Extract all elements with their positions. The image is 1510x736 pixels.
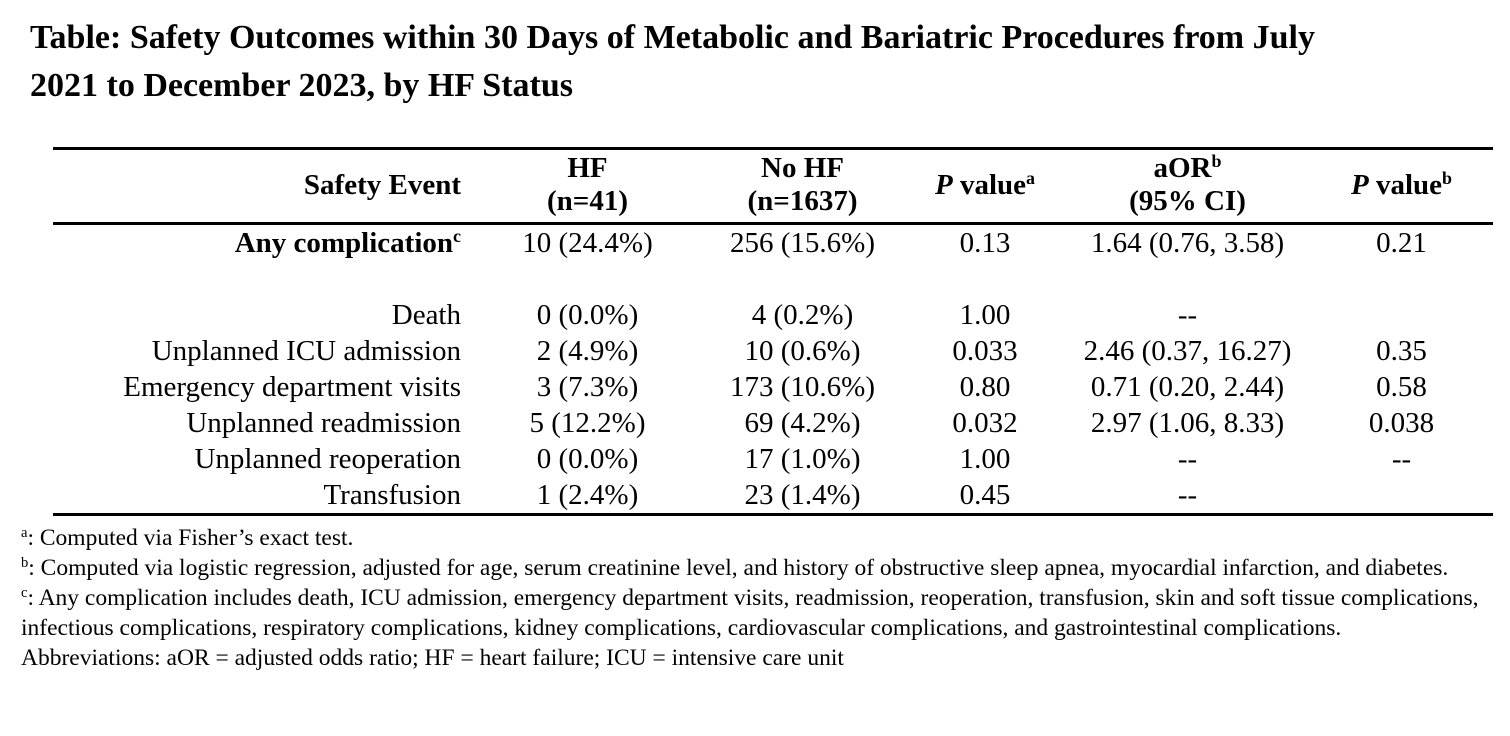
cell-event: Death bbox=[391, 299, 461, 331]
abbreviations-line: Abbreviations: aOR = adjusted odds ratio; HF = heart failure; ICU = intensive care unit bbox=[21, 645, 844, 671]
cell-aor: -- bbox=[1177, 479, 1198, 511]
table-row-unplanned-readmission bbox=[53, 405, 1493, 441]
footnote-c-superscript: c bbox=[21, 585, 28, 601]
cell-p-value-b bbox=[1310, 477, 1493, 515]
footnote-c bbox=[21, 583, 1499, 643]
table-header bbox=[53, 149, 1493, 224]
cell-p-value-b: 0.21 bbox=[1376, 227, 1427, 259]
footnote-a-text: : Computed via Fisher’s exact test. bbox=[27, 525, 354, 551]
col-header-p-value-b bbox=[1310, 149, 1493, 224]
cell-no-hf: 4 (0.2%) bbox=[751, 299, 854, 331]
cell-p-value-b: 0.038 bbox=[1368, 407, 1435, 439]
cell-p-value-b: -- bbox=[1391, 443, 1412, 475]
cell-no-hf: 17 (1.0%) bbox=[744, 443, 861, 475]
cell-aor bbox=[1065, 261, 1310, 297]
footnote-c-text: : Any complication includes death, ICU admission, emergency department visits, readmission, reoperation, transfusion, skin and soft tissue complications, infectious complications, respiratory complications, kidney complications, cardiovascular complications, and gastrointestinal complications. bbox=[21, 585, 1479, 641]
cell-no-hf: 10 (0.6%) bbox=[744, 335, 861, 367]
cell-aor: 2.46 (0.37, 16.27) bbox=[1083, 335, 1292, 367]
cell-p-value-a: 0.13 bbox=[959, 227, 1011, 259]
superscript-b: b bbox=[1442, 167, 1453, 188]
cell-no-hf: 69 (4.2%) bbox=[744, 407, 861, 439]
p-italic: P bbox=[934, 168, 953, 201]
cell-event: Emergency department visits bbox=[123, 371, 461, 403]
table-row-unplanned-reoperation bbox=[53, 441, 1493, 477]
table-row-spacer bbox=[53, 261, 1493, 297]
cell-p-value-b bbox=[1310, 297, 1493, 333]
cell-hf: 0 (0.0%) bbox=[536, 443, 639, 475]
table-title-line1: Table: Safety Outcomes within 30 Days of Metabolic and Bariatric Procedures from July bbox=[30, 19, 1315, 56]
cell-hf: 2 (4.9%) bbox=[536, 335, 639, 367]
cell-hf: 3 (7.3%) bbox=[536, 371, 639, 403]
superscript-b: b bbox=[1211, 151, 1222, 172]
table-row-emergency-department-visits bbox=[53, 369, 1493, 405]
col-header-no-hf bbox=[700, 149, 905, 224]
cell-aor: -- bbox=[1177, 443, 1198, 475]
cell-event: Transfusion bbox=[323, 479, 461, 511]
cell-no-hf: 256 (15.6%) bbox=[730, 227, 875, 259]
cell-event: Unplanned reoperation bbox=[194, 443, 461, 475]
col-header-safety-event-label: Safety Event bbox=[303, 168, 461, 201]
cell-aor: 1.64 (0.76, 3.58) bbox=[1090, 227, 1285, 259]
cell-p-value-a: 1.00 bbox=[959, 443, 1011, 475]
cell-no-hf: 173 (10.6%) bbox=[730, 371, 875, 403]
cell-p-value-a: 0.45 bbox=[959, 479, 1011, 511]
cell-aor: 2.97 (1.06, 8.33) bbox=[1090, 407, 1285, 439]
safety-outcomes-table bbox=[53, 147, 1493, 516]
header-row bbox=[53, 149, 1493, 224]
footnote-a-superscript: a bbox=[21, 525, 28, 541]
col-header-hf bbox=[475, 149, 700, 224]
superscript-c: c bbox=[453, 226, 461, 247]
cell-event: Any complication$^c$ bbox=[234, 226, 461, 259]
cell-p-value-a: 0.032 bbox=[952, 407, 1018, 439]
table-row-transfusion bbox=[53, 477, 1493, 515]
col-header-no-hf-line1: No HF bbox=[761, 152, 844, 184]
col-header-hf-line2: (n=41) bbox=[547, 185, 628, 217]
cell-aor: -- bbox=[1177, 299, 1198, 331]
cell-hf: 1 (2.4%) bbox=[536, 479, 639, 511]
footnote-b bbox=[21, 553, 1499, 583]
cell-hf: 0 (0.0%) bbox=[536, 299, 639, 331]
superscript-a: a bbox=[1026, 167, 1035, 188]
table-row-any-complication bbox=[53, 224, 1493, 262]
cell-hf: 10 (24.4%) bbox=[522, 227, 653, 259]
footnote-b-text: : Computed via logistic regression, adjusted for age, serum creatinine level, and history of obstructive sleep apnea, myocardial infarction, and diabetes. bbox=[28, 555, 1449, 581]
p-italic: P bbox=[1350, 168, 1369, 201]
table-row-unplanned-icu-admission bbox=[53, 333, 1493, 369]
cell-event bbox=[53, 261, 475, 297]
p-value-text: value bbox=[1368, 168, 1443, 201]
cell-p-value-a: 1.00 bbox=[959, 299, 1011, 331]
footnote-a bbox=[21, 523, 1499, 553]
cell-p-value-a: 0.033 bbox=[952, 335, 1018, 367]
table-body bbox=[53, 224, 1493, 515]
cell-event: Unplanned ICU admission bbox=[151, 335, 461, 367]
col-header-safety-event bbox=[53, 149, 475, 224]
cell-p-value-a bbox=[905, 261, 1065, 297]
table-title bbox=[0, 0, 1510, 110]
col-header-p-value-a bbox=[905, 149, 1065, 224]
cell-p-value-b: 0.35 bbox=[1376, 335, 1427, 367]
cell-p-value-a: 0.80 bbox=[959, 371, 1011, 403]
cell-no-hf: 23 (1.4%) bbox=[744, 479, 861, 511]
cell-p-value-b bbox=[1310, 261, 1493, 297]
cell-no-hf bbox=[700, 261, 905, 297]
cell-hf bbox=[475, 261, 700, 297]
col-header-aor-line2: (95% CI) bbox=[1129, 185, 1246, 217]
table-row-death bbox=[53, 297, 1493, 333]
col-header-hf-line1: HF bbox=[567, 152, 608, 184]
footnotes bbox=[21, 523, 1499, 673]
cell-aor: 0.71 (0.20, 2.44) bbox=[1090, 371, 1285, 403]
footnote-b-superscript: b bbox=[21, 555, 29, 571]
col-header-aor bbox=[1065, 149, 1310, 224]
col-header-no-hf-line2: (n=1637) bbox=[747, 185, 858, 217]
table-title-line2: 2021 to December 2023, by HF Status bbox=[30, 67, 574, 104]
cell-hf: 5 (12.2%) bbox=[529, 407, 646, 439]
col-header-aor-line1: aOR$^b$ bbox=[1153, 151, 1222, 184]
cell-p-value-b: 0.58 bbox=[1376, 371, 1427, 403]
cell-event: Unplanned readmission bbox=[186, 407, 461, 439]
p-value-text: value bbox=[952, 168, 1027, 201]
